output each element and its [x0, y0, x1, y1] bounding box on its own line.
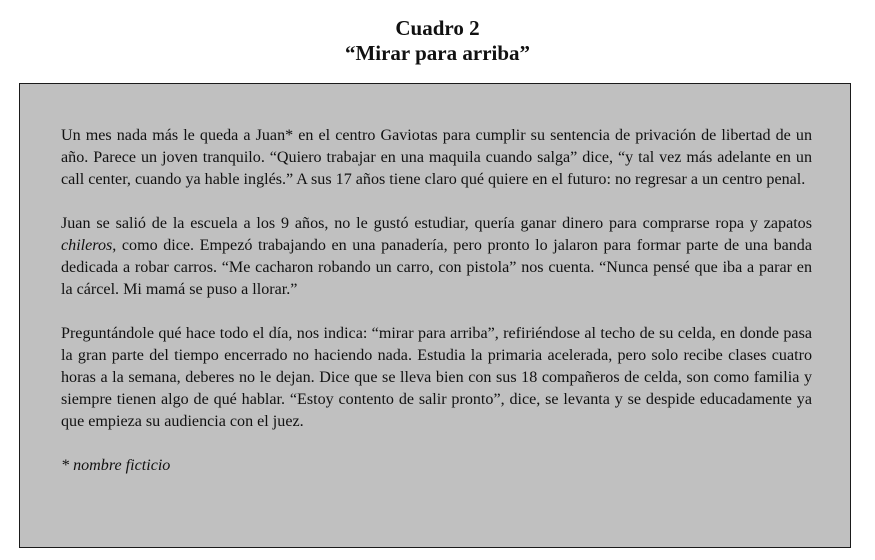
text-box [19, 83, 851, 548]
box-subtitle: “Mirar para arriba” [344, 41, 531, 65]
paragraph-2-start: Juan se salió de la escuela a los 9 años, no le gustó estudiar, quería ganar dinero para comprarse ropa y zapatos [61, 215, 812, 232]
box-title: Cuadro 2 [395, 16, 480, 40]
paragraph-1: Un mes nada más le queda a Juan* en el centro Gaviotas para cumplir su sentencia de privación de libertad de un año. Parece un joven tranquilo. “Quiero trabajar en una maquila cuando salga” dice, “y tal vez más adelante en un call center, cuando ya hable inglés.” A sus 17 años tiene claro qué quiere en el futuro: no regresar a un centro penal. [61, 127, 812, 188]
paragraph-2-end: , como dice. Empezó trabajando en una panadería, pero pronto lo jalaron para formar parte de una banda dedicada a robar carros. “Me cacharon robando un carro, con pistola” nos cuenta. “Nunca pensé que iba a parar en la cárcel. Mi mamá se puso a llorar.” [61, 237, 812, 298]
italic-word: chileros [61, 237, 113, 254]
footnote: * nombre ficticio [61, 457, 171, 474]
paragraph-2 [61, 213, 812, 301]
paragraph-3: Preguntándole qué hace todo el día, nos indica: “mirar para arriba”, refiriéndose al techo de su celda, en donde pasa la gran parte del tiempo encerrado no haciendo nada. Estudia la primaria acelerada, pero solo recibe clases cuatro horas a la semana, deberes no le dejan. Dice que se lleva bien con sus 18 compañeros de celda, son como familia y siempre tienen algo de qué hablar. “Estoy contento de salir pronto”, dice, se levanta y se despide educadamente ya que empieza su audiencia con el juez. [61, 325, 812, 430]
box-header [0, 16, 875, 66]
box-content [61, 125, 812, 477]
